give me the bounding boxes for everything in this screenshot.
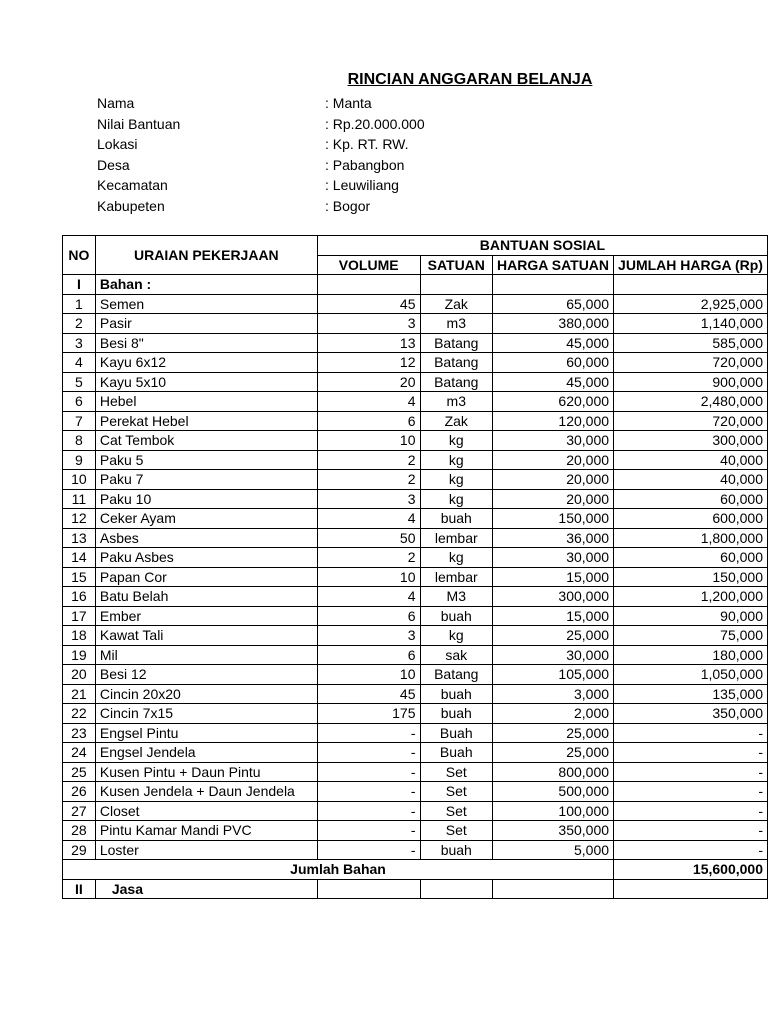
row-volume: 10 bbox=[317, 431, 420, 451]
row-volume: 50 bbox=[317, 528, 420, 548]
row-harga-satuan: 65,000 bbox=[493, 294, 614, 314]
row-satuan: kg bbox=[420, 450, 493, 470]
row-harga-satuan: 15,000 bbox=[493, 606, 614, 626]
table-row bbox=[63, 782, 768, 802]
row-harga-satuan: 300,000 bbox=[493, 587, 614, 607]
row-volume: 45 bbox=[317, 684, 420, 704]
row-harga-satuan: 380,000 bbox=[493, 314, 614, 334]
header-volume: VOLUME bbox=[317, 255, 420, 275]
row-uraian: Paku 10 bbox=[95, 489, 317, 509]
row-harga-satuan: 25,000 bbox=[493, 626, 614, 646]
table-row bbox=[63, 489, 768, 509]
row-volume: 4 bbox=[317, 509, 420, 529]
row-uraian: Pasir bbox=[95, 314, 317, 334]
row-no: 13 bbox=[63, 528, 96, 548]
row-no: 1 bbox=[63, 294, 96, 314]
table-row bbox=[63, 762, 768, 782]
table-row bbox=[63, 372, 768, 392]
row-jumlah-harga: - bbox=[614, 782, 768, 802]
info-label: Desa bbox=[97, 156, 130, 173]
row-harga-satuan: 800,000 bbox=[493, 762, 614, 782]
row-harga-satuan: 60,000 bbox=[493, 353, 614, 373]
info-value: : Bogor bbox=[325, 197, 371, 214]
row-uraian: Ember bbox=[95, 606, 317, 626]
row-jumlah-harga: 150,000 bbox=[614, 567, 768, 587]
row-satuan: kg bbox=[420, 548, 493, 568]
row-satuan: Buah bbox=[420, 723, 493, 743]
table-row bbox=[63, 567, 768, 587]
row-satuan: Batang bbox=[420, 665, 493, 685]
row-volume: 175 bbox=[317, 704, 420, 724]
row-harga-satuan: 45,000 bbox=[493, 372, 614, 392]
table-row bbox=[63, 314, 768, 334]
row-no: 22 bbox=[63, 704, 96, 724]
row-uraian: Hebel bbox=[95, 392, 317, 412]
row-no: 10 bbox=[63, 470, 96, 490]
row-harga-satuan: 3,000 bbox=[493, 684, 614, 704]
row-volume: - bbox=[317, 762, 420, 782]
row-volume: 45 bbox=[317, 294, 420, 314]
row-satuan: kg bbox=[420, 470, 493, 490]
info-value: : Kp. RT. RW. bbox=[325, 136, 409, 152]
table-row bbox=[63, 840, 768, 860]
row-jumlah-harga: 1,140,000 bbox=[614, 314, 768, 334]
row-no: 8 bbox=[63, 431, 96, 451]
row-volume: - bbox=[317, 801, 420, 821]
row-satuan: kg bbox=[420, 431, 493, 451]
row-jumlah-harga: 720,000 bbox=[614, 353, 768, 373]
row-harga-satuan: 45,000 bbox=[493, 333, 614, 353]
row-harga-satuan: 150,000 bbox=[493, 509, 614, 529]
row-satuan: buah bbox=[420, 509, 493, 529]
header-jumlah-harga: JUMLAH HARGA (Rp) bbox=[614, 255, 768, 275]
row-satuan: Zak bbox=[420, 411, 493, 431]
row-jumlah-harga: - bbox=[614, 762, 768, 782]
section-no: II bbox=[63, 879, 96, 899]
row-uraian: Kawat Tali bbox=[95, 626, 317, 646]
header-satuan: SATUAN bbox=[420, 255, 493, 275]
row-no: 23 bbox=[63, 723, 96, 743]
row-jumlah-harga: - bbox=[614, 743, 768, 763]
row-harga-satuan: 2,000 bbox=[493, 704, 614, 724]
row-uraian: Engsel Pintu bbox=[95, 723, 317, 743]
row-no: 29 bbox=[63, 840, 96, 860]
info-label: Lokasi bbox=[97, 136, 138, 152]
row-jumlah-harga: - bbox=[614, 801, 768, 821]
row-volume: - bbox=[317, 782, 420, 802]
row-satuan: buah bbox=[420, 840, 493, 860]
row-satuan: kg bbox=[420, 626, 493, 646]
info-label: Kabupeten bbox=[97, 197, 165, 214]
row-volume: 2 bbox=[317, 548, 420, 568]
row-no: 24 bbox=[63, 743, 96, 763]
table-row bbox=[63, 645, 768, 665]
row-no: 14 bbox=[63, 548, 96, 568]
header-harga-satuan: HARGA SATUAN bbox=[493, 255, 614, 275]
row-volume: 13 bbox=[317, 333, 420, 353]
info-label: Nilai Bantuan bbox=[97, 115, 181, 132]
row-harga-satuan: 25,000 bbox=[493, 743, 614, 763]
row-uraian: Closet bbox=[95, 801, 317, 821]
row-no: 11 bbox=[63, 489, 96, 509]
row-satuan: buah bbox=[420, 606, 493, 626]
row-satuan: Set bbox=[420, 801, 493, 821]
row-volume: 4 bbox=[317, 587, 420, 607]
row-no: 17 bbox=[63, 606, 96, 626]
table-row bbox=[63, 509, 768, 529]
table-row bbox=[63, 665, 768, 685]
row-uraian: Ceker Ayam bbox=[95, 509, 317, 529]
row-volume: - bbox=[317, 723, 420, 743]
row-no: 9 bbox=[63, 450, 96, 470]
row-volume: 10 bbox=[317, 665, 420, 685]
row-satuan: Batang bbox=[420, 372, 493, 392]
row-satuan: Batang bbox=[420, 353, 493, 373]
row-jumlah-harga: 90,000 bbox=[614, 606, 768, 626]
row-harga-satuan: 20,000 bbox=[493, 450, 614, 470]
row-jumlah-harga: - bbox=[614, 821, 768, 841]
row-satuan: Set bbox=[420, 762, 493, 782]
row-satuan: Zak bbox=[420, 294, 493, 314]
row-satuan: lembar bbox=[420, 567, 493, 587]
row-harga-satuan: 500,000 bbox=[493, 782, 614, 802]
row-uraian: Batu Belah bbox=[95, 587, 317, 607]
row-jumlah-harga: 2,925,000 bbox=[614, 294, 768, 314]
row-jumlah-harga: 2,480,000 bbox=[614, 392, 768, 412]
row-jumlah-harga: 40,000 bbox=[614, 470, 768, 490]
row-harga-satuan: 20,000 bbox=[493, 470, 614, 490]
row-volume: 3 bbox=[317, 314, 420, 334]
info-value: : Rp.20.000.000 bbox=[325, 115, 425, 132]
section-row-jasa bbox=[63, 879, 768, 899]
row-volume: - bbox=[317, 743, 420, 763]
total-label: Jumlah Bahan bbox=[63, 860, 614, 880]
row-satuan: Buah bbox=[420, 743, 493, 763]
row-satuan: Set bbox=[420, 821, 493, 841]
row-satuan: buah bbox=[420, 704, 493, 724]
row-volume: 2 bbox=[317, 450, 420, 470]
header-uraian: URAIAN PEKERJAAN bbox=[95, 236, 317, 275]
row-uraian: Cincin 20x20 bbox=[95, 684, 317, 704]
row-harga-satuan: 5,000 bbox=[493, 840, 614, 860]
table-row bbox=[63, 723, 768, 743]
row-uraian: Kusen Jendela + Daun Jendela bbox=[95, 782, 317, 802]
row-jumlah-harga: 60,000 bbox=[614, 489, 768, 509]
row-uraian: Engsel Jendela bbox=[95, 743, 317, 763]
row-jumlah-harga: 300,000 bbox=[614, 431, 768, 451]
row-no: 2 bbox=[63, 314, 96, 334]
section-row-bahan bbox=[63, 275, 768, 295]
row-jumlah-harga: 600,000 bbox=[614, 509, 768, 529]
table-row bbox=[63, 333, 768, 353]
row-uraian: Mil bbox=[95, 645, 317, 665]
row-uraian: Loster bbox=[95, 840, 317, 860]
document-title: RINCIAN ANGGARAN BELANJA bbox=[347, 71, 593, 88]
table-row bbox=[63, 743, 768, 763]
table-row bbox=[63, 626, 768, 646]
row-volume: - bbox=[317, 840, 420, 860]
row-uraian: Asbes bbox=[95, 528, 317, 548]
section-label: Jasa bbox=[95, 879, 317, 899]
row-no: 4 bbox=[63, 353, 96, 373]
info-value: : Leuwiliang bbox=[325, 177, 399, 193]
row-uraian: Kusen Pintu + Daun Pintu bbox=[95, 762, 317, 782]
table-row bbox=[63, 801, 768, 821]
row-volume: 6 bbox=[317, 645, 420, 665]
total-row bbox=[63, 860, 768, 880]
row-satuan: m3 bbox=[420, 314, 493, 334]
row-uraian: Pintu Kamar Mandi PVC bbox=[95, 821, 317, 841]
row-satuan: m3 bbox=[420, 392, 493, 412]
row-jumlah-harga: 1,200,000 bbox=[614, 587, 768, 607]
row-volume: - bbox=[317, 821, 420, 841]
table-row bbox=[63, 353, 768, 373]
row-harga-satuan: 15,000 bbox=[493, 567, 614, 587]
section-label: Bahan : bbox=[95, 275, 317, 295]
row-no: 6 bbox=[63, 392, 96, 412]
row-volume: 12 bbox=[317, 353, 420, 373]
info-value: : Pabangbon bbox=[325, 156, 405, 173]
row-harga-satuan: 105,000 bbox=[493, 665, 614, 685]
row-uraian: Paku Asbes bbox=[95, 548, 317, 568]
row-no: 3 bbox=[63, 333, 96, 353]
table-row bbox=[63, 294, 768, 314]
info-label: Kecamatan bbox=[97, 177, 168, 193]
row-uraian: Cincin 7x15 bbox=[95, 704, 317, 724]
row-jumlah-harga: - bbox=[614, 840, 768, 860]
row-harga-satuan: 20,000 bbox=[493, 489, 614, 509]
row-harga-satuan: 100,000 bbox=[493, 801, 614, 821]
table-row bbox=[63, 606, 768, 626]
row-harga-satuan: 350,000 bbox=[493, 821, 614, 841]
row-uraian: Papan Cor bbox=[95, 567, 317, 587]
row-jumlah-harga: 720,000 bbox=[614, 411, 768, 431]
row-jumlah-harga: 1,800,000 bbox=[614, 528, 768, 548]
row-jumlah-harga: 180,000 bbox=[614, 645, 768, 665]
row-satuan: kg bbox=[420, 489, 493, 509]
row-jumlah-harga: 585,000 bbox=[614, 333, 768, 353]
row-no: 20 bbox=[63, 665, 96, 685]
table-row bbox=[63, 684, 768, 704]
table-row bbox=[63, 587, 768, 607]
section-no: I bbox=[63, 275, 96, 295]
row-volume: 3 bbox=[317, 489, 420, 509]
table-row bbox=[63, 392, 768, 412]
row-satuan: buah bbox=[420, 684, 493, 704]
row-satuan: M3 bbox=[420, 587, 493, 607]
row-harga-satuan: 25,000 bbox=[493, 723, 614, 743]
row-volume: 20 bbox=[317, 372, 420, 392]
table-row bbox=[63, 821, 768, 841]
row-harga-satuan: 30,000 bbox=[493, 548, 614, 568]
row-jumlah-harga: 40,000 bbox=[614, 450, 768, 470]
row-volume: 6 bbox=[317, 606, 420, 626]
header-bantuan-sosial: BANTUAN SOSIAL bbox=[317, 236, 767, 256]
table-row bbox=[63, 431, 768, 451]
row-harga-satuan: 36,000 bbox=[493, 528, 614, 548]
row-no: 26 bbox=[63, 782, 96, 802]
row-no: 19 bbox=[63, 645, 96, 665]
row-jumlah-harga: 350,000 bbox=[614, 704, 768, 724]
table-row bbox=[63, 411, 768, 431]
row-volume: 2 bbox=[317, 470, 420, 490]
row-uraian: Kayu 5x10 bbox=[95, 372, 317, 392]
row-satuan: sak bbox=[420, 645, 493, 665]
table-row bbox=[63, 470, 768, 490]
row-uraian: Paku 7 bbox=[95, 470, 317, 490]
row-harga-satuan: 30,000 bbox=[493, 645, 614, 665]
info-label: Nama bbox=[97, 95, 135, 111]
row-no: 5 bbox=[63, 372, 96, 392]
table-row bbox=[63, 528, 768, 548]
row-no: 16 bbox=[63, 587, 96, 607]
row-uraian: Besi 12 bbox=[95, 665, 317, 685]
row-no: 12 bbox=[63, 509, 96, 529]
row-no: 18 bbox=[63, 626, 96, 646]
row-jumlah-harga: 60,000 bbox=[614, 548, 768, 568]
row-jumlah-harga: - bbox=[614, 723, 768, 743]
row-harga-satuan: 120,000 bbox=[493, 411, 614, 431]
row-no: 28 bbox=[63, 821, 96, 841]
table-row bbox=[63, 548, 768, 568]
row-uraian: Semen bbox=[95, 294, 317, 314]
row-uraian: Paku 5 bbox=[95, 450, 317, 470]
info-value: : Manta bbox=[325, 95, 372, 111]
row-satuan: Batang bbox=[420, 333, 493, 353]
budget-table bbox=[62, 235, 768, 899]
row-volume: 4 bbox=[317, 392, 420, 412]
row-no: 27 bbox=[63, 801, 96, 821]
row-uraian: Perekat Hebel bbox=[95, 411, 317, 431]
row-volume: 10 bbox=[317, 567, 420, 587]
header-no: NO bbox=[63, 236, 96, 275]
row-jumlah-harga: 900,000 bbox=[614, 372, 768, 392]
row-no: 7 bbox=[63, 411, 96, 431]
table-row bbox=[63, 450, 768, 470]
row-volume: 3 bbox=[317, 626, 420, 646]
row-no: 25 bbox=[63, 762, 96, 782]
row-volume: 6 bbox=[317, 411, 420, 431]
row-harga-satuan: 620,000 bbox=[493, 392, 614, 412]
total-value: 15,600,000 bbox=[614, 860, 768, 880]
row-jumlah-harga: 135,000 bbox=[614, 684, 768, 704]
row-no: 21 bbox=[63, 684, 96, 704]
row-harga-satuan: 30,000 bbox=[493, 431, 614, 451]
row-uraian: Kayu 6x12 bbox=[95, 353, 317, 373]
row-no: 15 bbox=[63, 567, 96, 587]
row-uraian: Cat Tembok bbox=[95, 431, 317, 451]
row-satuan: Set bbox=[420, 782, 493, 802]
row-jumlah-harga: 75,000 bbox=[614, 626, 768, 646]
row-jumlah-harga: 1,050,000 bbox=[614, 665, 768, 685]
row-satuan: lembar bbox=[420, 528, 493, 548]
table-row bbox=[63, 704, 768, 724]
row-uraian: Besi 8" bbox=[95, 333, 317, 353]
